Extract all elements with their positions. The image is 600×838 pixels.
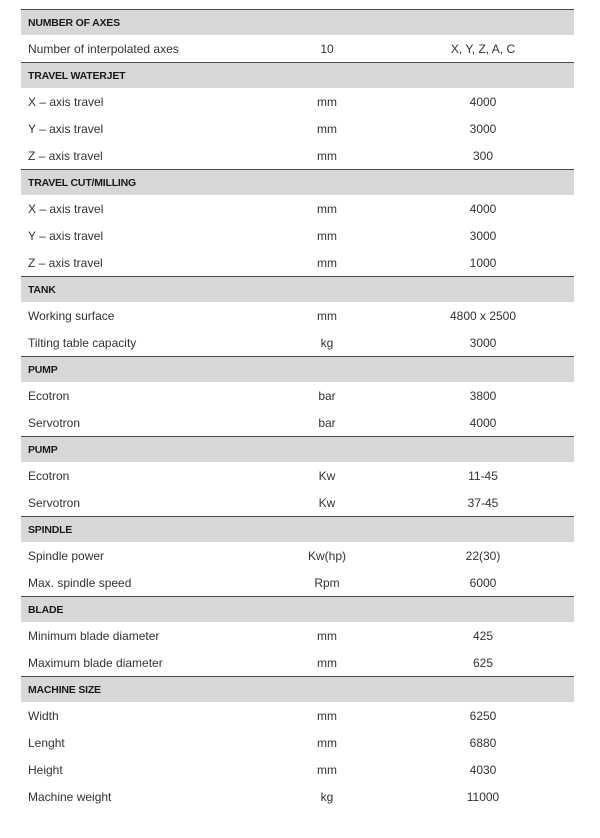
row-label: Z – axis travel	[28, 255, 103, 270]
row-unit: Kw	[318, 495, 336, 510]
table-row	[21, 489, 574, 516]
spec-section	[21, 9, 574, 62]
row-value: 6250	[469, 708, 497, 723]
row-value: 4000	[469, 201, 497, 216]
row-unit: mm	[317, 308, 337, 323]
row-label: Maximum blade diameter	[28, 655, 163, 670]
row-unit: mm	[317, 121, 337, 136]
row-label: Servotron	[28, 415, 81, 430]
row-label: X – axis travel	[28, 201, 104, 216]
row-value: 11-45	[468, 468, 498, 483]
table-row	[21, 569, 574, 596]
section-header: PUMP	[21, 436, 574, 462]
spec-table	[21, 9, 574, 810]
row-label: Max. spindle speed	[28, 575, 132, 590]
row-unit: Kw	[318, 468, 336, 483]
table-row	[21, 729, 574, 756]
table-row	[21, 329, 574, 356]
row-value: X, Y, Z, A, C	[450, 41, 516, 56]
row-unit: mm	[317, 201, 337, 216]
row-value: 6880	[469, 735, 497, 750]
section-header: TRAVEL CUT/MILLING	[21, 169, 574, 195]
table-row	[21, 409, 574, 436]
table-row	[21, 142, 574, 169]
row-unit: kg	[320, 789, 334, 804]
row-value: 300	[472, 148, 494, 163]
row-value: 3000	[469, 335, 497, 350]
section-header: TANK	[21, 276, 574, 302]
row-label: X – axis travel	[28, 94, 104, 109]
row-value: 4000	[469, 415, 497, 430]
section-header: MACHINE SIZE	[21, 676, 574, 702]
table-row	[21, 622, 574, 649]
row-label: Y – axis travel	[28, 228, 104, 243]
row-label: Height	[28, 762, 63, 777]
row-unit: mm	[317, 708, 337, 723]
table-row	[21, 542, 574, 569]
table-row	[21, 222, 574, 249]
row-unit: kg	[320, 335, 334, 350]
row-value: 11000	[466, 789, 500, 804]
row-unit: mm	[317, 655, 337, 670]
spec-section	[21, 62, 574, 169]
table-row	[21, 702, 574, 729]
table-row	[21, 115, 574, 142]
spec-section	[21, 356, 574, 436]
table-row	[21, 88, 574, 115]
row-label: Y – axis travel	[28, 121, 104, 136]
row-value: 22(30)	[465, 548, 501, 563]
section-header: SPINDLE	[21, 516, 574, 542]
row-label: Machine weight	[28, 789, 112, 804]
row-unit: Kw(hp)	[307, 548, 346, 563]
row-unit: bar	[318, 388, 336, 403]
table-row	[21, 756, 574, 783]
spec-section	[21, 169, 574, 276]
table-row	[21, 382, 574, 409]
row-value: 3000	[469, 228, 497, 243]
row-label: Ecotron	[28, 388, 70, 403]
section-header: NUMBER OF AXES	[21, 9, 574, 35]
row-unit: mm	[317, 735, 337, 750]
spec-section	[21, 596, 574, 676]
row-label: Ecotron	[28, 468, 70, 483]
row-label: Servotron	[28, 495, 81, 510]
row-unit: mm	[317, 148, 337, 163]
row-value: 3800	[469, 388, 497, 403]
section-header: TRAVEL WATERJET	[21, 62, 574, 88]
table-row	[21, 35, 574, 62]
row-value: 625	[472, 655, 494, 670]
row-value: 4800 x 2500	[449, 308, 517, 323]
row-unit: mm	[317, 628, 337, 643]
row-unit: mm	[317, 94, 337, 109]
row-label: Width	[28, 708, 59, 723]
row-unit: bar	[318, 415, 336, 430]
row-label: Z – axis travel	[28, 148, 103, 163]
table-row	[21, 249, 574, 276]
row-value: 425	[472, 628, 494, 643]
table-row	[21, 302, 574, 329]
spec-section	[21, 516, 574, 596]
row-value: 4000	[469, 94, 497, 109]
row-value: 37-45	[467, 495, 499, 510]
row-label: Working surface	[28, 308, 115, 323]
row-unit: 10	[320, 41, 334, 56]
table-row	[21, 462, 574, 489]
table-row	[21, 195, 574, 222]
row-label: Spindle power	[28, 548, 105, 563]
row-value: 1000	[469, 255, 497, 270]
row-unit: Rpm	[314, 575, 340, 590]
row-value: 3000	[469, 121, 497, 136]
spec-section	[21, 436, 574, 516]
section-header: BLADE	[21, 596, 574, 622]
row-unit: mm	[317, 762, 337, 777]
table-row	[21, 783, 574, 810]
row-unit: mm	[317, 255, 337, 270]
spec-section	[21, 676, 574, 810]
table-row	[21, 649, 574, 676]
row-label: Lenght	[28, 735, 65, 750]
row-label: Minimum blade diameter	[28, 628, 160, 643]
row-unit: mm	[317, 228, 337, 243]
section-header: PUMP	[21, 356, 574, 382]
row-value: 6000	[469, 575, 497, 590]
row-value: 4030	[469, 762, 497, 777]
row-label: Number of interpolated axes	[28, 41, 179, 56]
row-label: Tilting table capacity	[28, 335, 137, 350]
spec-section	[21, 276, 574, 356]
